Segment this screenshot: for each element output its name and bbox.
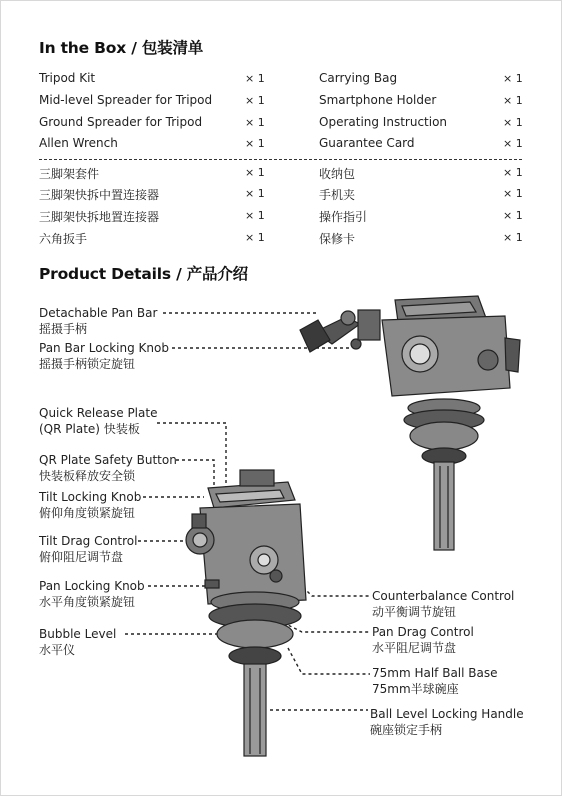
- callout-label-zh: 水平阻尼调节盘: [372, 641, 457, 655]
- quantity: × 1: [503, 187, 523, 200]
- callout-quick-release-plate: [39, 405, 157, 437]
- callout-label-en: Tilt Locking Knob: [39, 490, 142, 504]
- callout-pan-locking-knob: [39, 578, 145, 610]
- callout-label-zh: 俯仰阻尼调节盘: [39, 550, 124, 564]
- quantity: × 1: [503, 94, 523, 107]
- callout-label-en: Bubble Level: [39, 627, 117, 641]
- callout-label-zh: 摇摄手柄: [39, 322, 88, 336]
- callout-ball-level-locking-handle: [370, 706, 524, 738]
- callout-label-zh: 水平仪: [39, 643, 76, 657]
- fluid-head-front-view: [186, 470, 306, 756]
- callout-label-zh: 摇摄手柄锁定旋钮: [39, 357, 136, 371]
- callout-bubble-level: [39, 626, 116, 658]
- list-item: Guarantee Card: [319, 136, 415, 150]
- list-item: 三脚架快拆中置连接器: [39, 188, 160, 202]
- list-item: Allen Wrench: [39, 136, 118, 150]
- list-item: 保修卡: [319, 232, 356, 246]
- quantity: × 1: [245, 231, 265, 244]
- list-item: 三脚架套件: [39, 167, 100, 181]
- callout-label-en: Quick Release Plate: [39, 406, 158, 420]
- quantity: × 1: [503, 209, 523, 222]
- list-item: 收纳包: [319, 167, 356, 181]
- fluid-head-back-view: [300, 296, 520, 550]
- callout-label-zh: 动平衡调节旋钮: [372, 605, 457, 619]
- callout-pan-drag-control: [372, 624, 474, 656]
- callout-label-zh: 75mm半球碗座: [372, 682, 459, 696]
- quantity: × 1: [245, 94, 265, 107]
- list-item: 手机夹: [319, 188, 356, 202]
- list-item: 六角扳手: [39, 232, 88, 246]
- callout-label-zh: 快装板释放安全锁: [39, 469, 136, 483]
- callout-detachable-pan-bar: [39, 305, 157, 337]
- list-item: Tripod Kit: [39, 71, 96, 85]
- product-details-title: Product Details / 产品介绍: [39, 265, 248, 283]
- callout-tilt-locking-knob: [39, 489, 141, 521]
- callout-pan-bar-locking-knob: [39, 340, 169, 372]
- callout-label-zh: 快装板: [103, 422, 140, 436]
- callout-label-en: Pan Locking Knob: [39, 579, 145, 593]
- callout-label-en: Detachable Pan Bar: [39, 306, 158, 320]
- callout-qr-plate-safety-button: [39, 452, 177, 484]
- quantity: × 1: [245, 116, 265, 129]
- quantity: × 1: [503, 137, 523, 150]
- quantity: × 1: [245, 209, 265, 222]
- list-item: Carrying Bag: [319, 71, 398, 85]
- quantity: × 1: [503, 72, 523, 85]
- quantity: × 1: [245, 187, 265, 200]
- list-item: Ground Spreader for Tripod: [39, 115, 203, 129]
- quantity: × 1: [245, 166, 265, 179]
- callout-label-en: Ball Level Locking Handle: [370, 707, 524, 721]
- quantity: × 1: [503, 166, 523, 179]
- list-item: Smartphone Holder: [319, 93, 437, 107]
- callout-label-en: Tilt Drag Control: [39, 534, 138, 548]
- callout-half-ball-base: [372, 665, 498, 697]
- quantity: × 1: [245, 72, 265, 85]
- callout-label-en: Counterbalance Control: [372, 589, 515, 603]
- list-item: Operating Instruction: [319, 115, 448, 129]
- callout-counterbalance-control: [372, 588, 514, 620]
- callout-label-en: QR Plate Safety Button: [39, 453, 177, 467]
- in-the-box-title: In the Box / 包装清单: [39, 39, 204, 57]
- callout-label-en: Pan Drag Control: [372, 625, 474, 639]
- callout-tilt-drag-control: [39, 533, 137, 565]
- quantity: × 1: [503, 116, 523, 129]
- callout-label-en-secondary: (QR Plate): [39, 422, 100, 436]
- callout-label-zh: 俯仰角度锁紧旋钮: [39, 506, 136, 520]
- list-item: Mid-level Spreader for Tripod: [39, 93, 213, 107]
- quantity: × 1: [245, 137, 265, 150]
- list-item: 操作指引: [319, 210, 368, 224]
- callout-label-zh: 碗座锁定手柄: [370, 723, 443, 737]
- quantity: × 1: [503, 231, 523, 244]
- list-item: 三脚架快拆地置连接器: [39, 210, 160, 224]
- callout-label-en: 75mm Half Ball Base: [372, 666, 498, 680]
- callout-label-en: Pan Bar Locking Knob: [39, 341, 169, 355]
- callout-label-zh: 水平角度锁紧旋钮: [39, 595, 136, 609]
